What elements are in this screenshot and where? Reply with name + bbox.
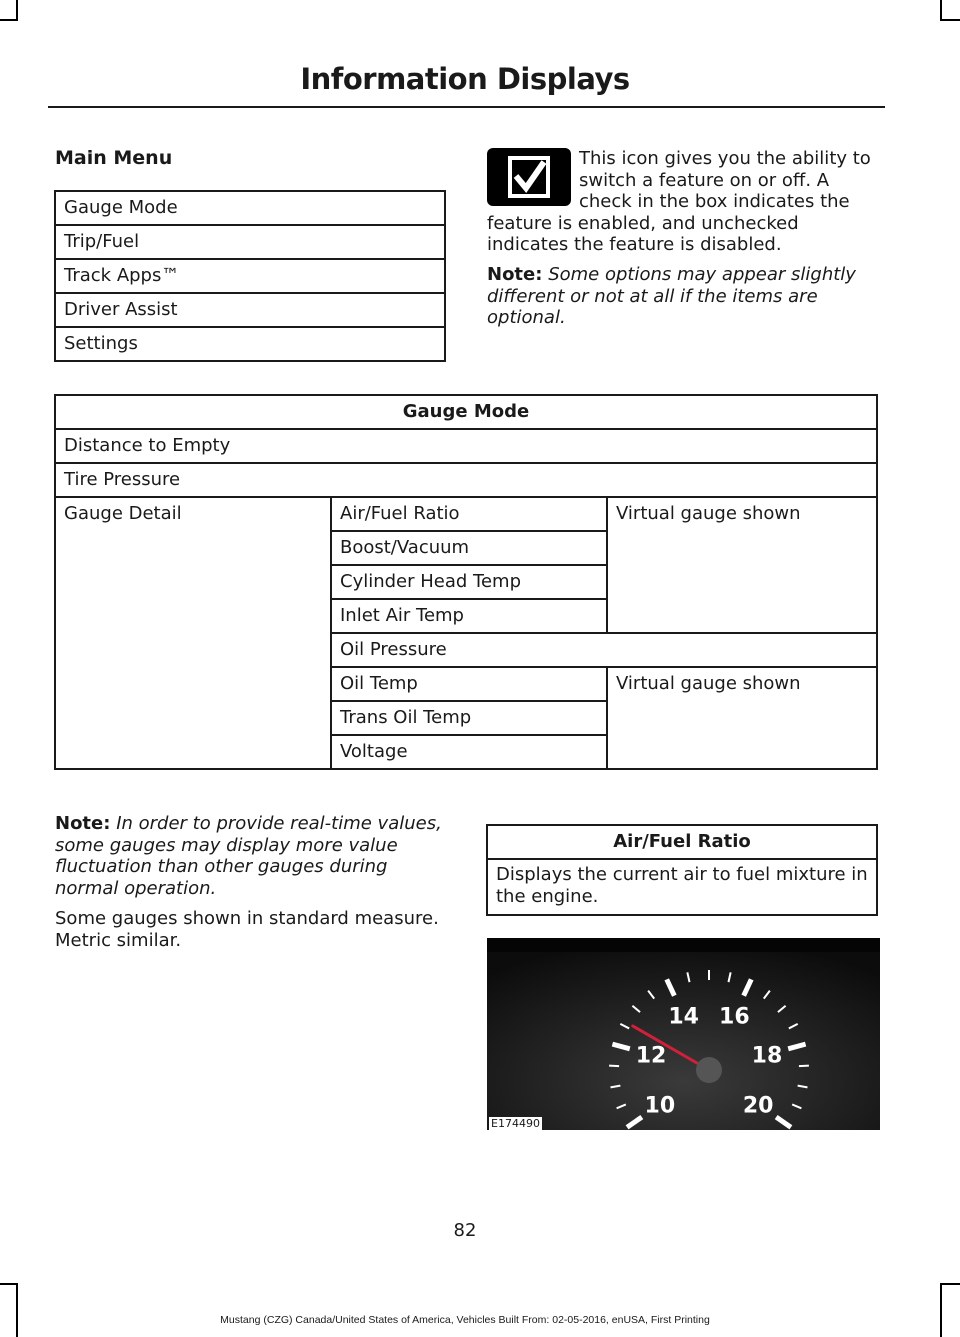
row-distance-to-empty: Distance to Empty <box>55 429 877 463</box>
table-row <box>55 191 445 225</box>
crop-mark <box>0 1283 18 1285</box>
gauge-oil-pressure: Oil Pressure <box>331 633 877 667</box>
gauge-air-fuel-ratio: Air/Fuel Ratio <box>331 497 607 531</box>
table-row <box>487 859 877 915</box>
header-rule <box>48 106 885 108</box>
crop-mark <box>16 1283 18 1337</box>
realtime-note <box>55 813 450 899</box>
table-row <box>55 497 877 531</box>
gauge-scale-label: 16 <box>719 1004 750 1030</box>
gauge-mode-table <box>54 394 878 770</box>
table-row <box>55 395 877 429</box>
standard-measure-text: Some gauges shown in standard measure. Metric similar. <box>55 908 439 951</box>
main-menu-heading: Main Menu <box>55 147 173 169</box>
note-label: Note: <box>55 813 111 834</box>
footer-text: Mustang (CZG) Canada/United States of America, Vehicles Built From: 02-05-2016, enUSA, First Printing <box>220 1314 710 1326</box>
air-fuel-gauge-image <box>487 938 880 1130</box>
note-text: In order to provide real-time values, some gauges may display more value fluctuation than other gauges during normal operation. <box>55 813 442 899</box>
crop-mark <box>940 0 942 20</box>
group2-virtual-note: Virtual gauge shown <box>607 667 877 769</box>
menu-item-driver-assist: Driver Assist <box>55 293 445 327</box>
menu-item-track-apps: Track Apps™ <box>55 259 445 293</box>
gauge-hub <box>696 1057 722 1083</box>
gauge-inlet-air-temp: Inlet Air Temp <box>331 599 607 633</box>
gauge-top-band <box>487 938 880 952</box>
table-row <box>55 259 445 293</box>
menu-item-trip-fuel: Trip/Fuel <box>55 225 445 259</box>
table-row <box>487 825 877 859</box>
gauge-scale-label: 12 <box>635 1043 667 1069</box>
group1-virtual-note: Virtual gauge shown <box>607 497 877 633</box>
afr-description: Displays the current air to fuel mixture in the engine. <box>487 859 877 915</box>
gauge-background <box>487 938 880 1130</box>
page-number: 82 <box>453 1220 477 1241</box>
gauge-mode-title: Gauge Mode <box>55 395 877 429</box>
checkbox-text: This icon gives you the ability to switch a feature on or off. A check in the box indicates the feature is enabled, and unchecked indicates the feature is disabled. <box>487 148 871 255</box>
checkbox-description <box>487 148 879 256</box>
table-row <box>55 327 445 361</box>
gauge-boost-vacuum: Boost/Vacuum <box>331 531 607 565</box>
gauge-cylinder-head-temp: Cylinder Head Temp <box>331 565 607 599</box>
table-row <box>55 463 877 497</box>
table-row <box>55 293 445 327</box>
crop-mark <box>16 0 18 20</box>
gauge-scale-label: 10 <box>644 1093 676 1119</box>
afr-title: Air/Fuel Ratio <box>487 825 877 859</box>
options-note <box>487 264 872 329</box>
table-row <box>55 225 445 259</box>
gauge-voltage: Voltage <box>331 735 607 769</box>
crop-mark <box>0 19 18 21</box>
note-label: Note: <box>487 264 543 285</box>
gauge-scale-label: 18 <box>751 1043 783 1069</box>
page-title: Information Displays <box>300 62 630 96</box>
air-fuel-ratio-table <box>486 824 878 916</box>
float-spacer <box>487 148 579 208</box>
menu-item-gauge-mode: Gauge Mode <box>55 191 445 225</box>
note-text: Some options may appear slightly different or not at all if the items are optional. <box>487 264 856 328</box>
crop-mark <box>940 19 960 21</box>
gauge-trans-oil-temp: Trans Oil Temp <box>331 701 607 735</box>
crop-mark <box>940 1283 960 1285</box>
crop-mark <box>940 1283 942 1337</box>
gauge-detail-label: Gauge Detail <box>55 497 331 769</box>
main-menu-table <box>54 190 446 362</box>
gauge-scale-label: 20 <box>742 1093 774 1119</box>
menu-item-settings: Settings <box>55 327 445 361</box>
image-code: E174490 <box>491 1117 540 1130</box>
table-row <box>55 429 877 463</box>
row-tire-pressure: Tire Pressure <box>55 463 877 497</box>
gauge-scale-label: 14 <box>668 1004 699 1030</box>
gauge-oil-temp: Oil Temp <box>331 667 607 701</box>
